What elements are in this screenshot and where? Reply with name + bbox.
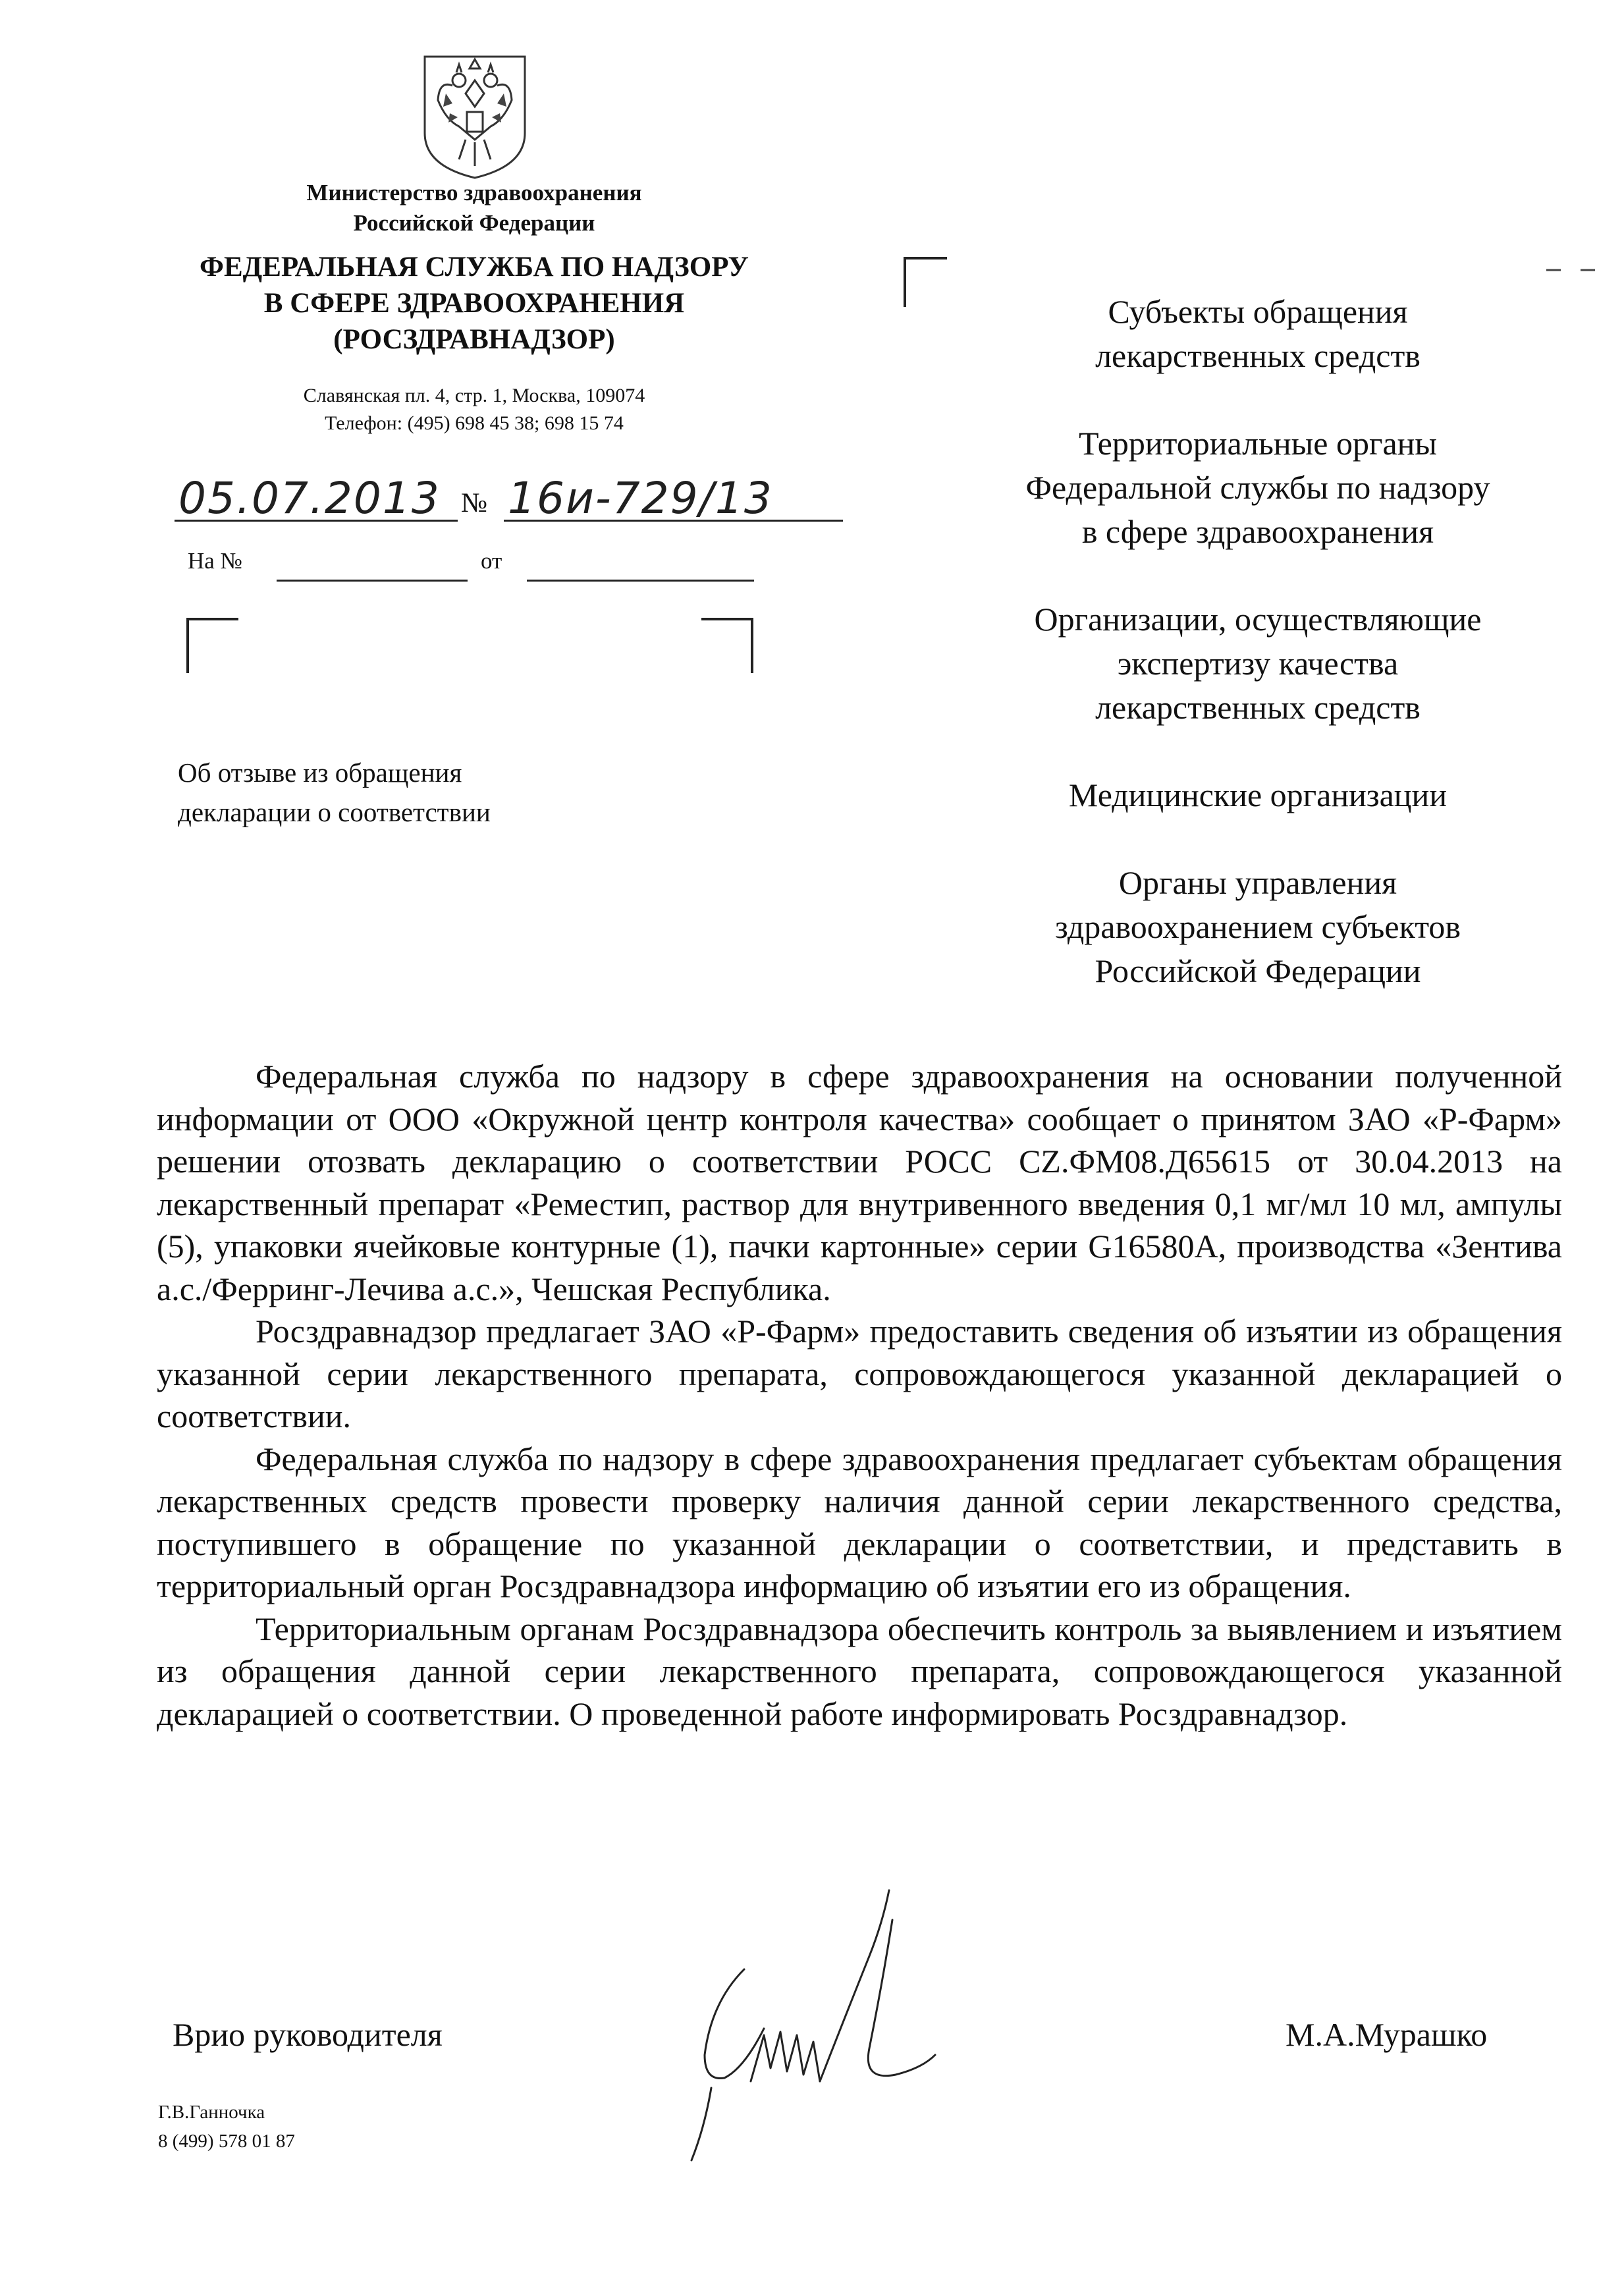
addressee-line: Федеральной службы по надзору — [1025, 469, 1490, 506]
letter-body — [157, 1055, 1562, 1735]
service-line: ФЕДЕРАЛЬНАЯ СЛУЖБА ПО НАДЗОРУ — [200, 252, 749, 283]
addressee-line: Российской Федерации — [1095, 952, 1421, 989]
phone-line: Телефон: (495) 698 45 38; 698 15 74 — [325, 412, 624, 434]
addressee-group — [929, 290, 1587, 378]
addressee-block — [929, 290, 1587, 1037]
corner-bracket-left — [186, 618, 238, 673]
letter-subject — [178, 753, 771, 832]
reply-to-label: На № — [188, 548, 242, 574]
handwritten-signature — [672, 1884, 988, 2167]
body-paragraph: Федеральная служба по надзору в сфере здравоохранения на основании полученной информации от ООО «Окружной центр контроля качества» сообщает о принятом ЗАО «Р-Фарм» решении отозвать декларацию о соответствии РОСС CZ.ФМ08.Д65615 от 30.04.2013 на лекарственный препарат «Реместип, раствор для внутривенного введения 0,1 мг/мл 10 мл, ампулы (5), упаковки ячейковые контурные (1), пачки картонные» серии G16580A, производства «Зентива а.с./Ферринг-Лечива а.с.», Чешская Республика. — [157, 1058, 1562, 1307]
executor-phone: 8 (499) 578 01 87 — [158, 2131, 295, 2152]
subject-line: Об отзыве из обращения — [178, 757, 462, 788]
addressee-line: Территориальные органы — [1078, 425, 1438, 462]
addressee-line: лекарственных средств — [1095, 337, 1421, 374]
number-sign: № — [461, 488, 488, 518]
corner-bracket-right — [701, 618, 753, 673]
registration-date-value: 05.07.2013 — [178, 473, 441, 524]
address-line: Славянская пл. 4, стр. 1, Москва, 109074 — [303, 385, 645, 406]
addressee-group — [929, 597, 1587, 730]
signatory-name: М.А.Мурашко — [1286, 2016, 1488, 2053]
addressee-line: Субъекты обращения — [1108, 293, 1408, 330]
addressee-group — [929, 422, 1587, 554]
ministry-line: Министерство здравоохранения — [306, 180, 642, 205]
addressee-group — [929, 773, 1587, 817]
addressee-line: Органы управления — [1118, 864, 1397, 901]
service-line: В СФЕРЕ ЗДРАВООХРАНЕНИЯ — [263, 288, 685, 319]
body-paragraph: Территориальным органам Росздравнадзора обеспечить контроль за выявлением и изъятием из обращения данной серии лекарственного препарата, сопровождающегося указанной декларацией о соответствии. О проведенной работе информировать Росздравнадзор. — [157, 1610, 1562, 1732]
body-paragraph: Федеральная служба по надзору в сфере здравоохранения предлагает субъектам обращения лекарственных средств провести проверку наличия данной серии лекарственного средства, поступившего в обращение по указанной декларации о соответствии, и представить в территориальный орган Росздравнадзора информацию об изъятии его из обращения. — [157, 1440, 1562, 1604]
reply-from-label: от — [481, 548, 502, 574]
addressee-group — [929, 861, 1587, 993]
service-name — [138, 249, 810, 358]
addressee-line: экспертизу качества — [1117, 645, 1399, 682]
addressee-line: Медицинские организации — [1068, 777, 1448, 813]
reply-to-line — [277, 580, 468, 582]
signatory-title: Врио руководителя — [173, 2016, 443, 2053]
body-paragraph: Росздравнадзор предлагает ЗАО «Р-Фарм» предоставить сведения об изъятии из обращения указанной серии лекарственного препарата, сопровождающегося указанной декларацией о соответствии. — [157, 1313, 1562, 1434]
addressee-line: Организации, осуществляющие — [1034, 601, 1482, 638]
executor-name: Г.В.Ганночка — [158, 2102, 265, 2123]
registration-number — [504, 473, 843, 527]
service-line: (РОСЗДРАВНАДЗОР) — [333, 324, 615, 355]
margin-mark — [1546, 267, 1599, 273]
executor-info — [158, 2098, 295, 2156]
reply-from-line — [527, 580, 754, 582]
addressee-line: лекарственных средств — [1095, 689, 1421, 726]
registration-number-value: 16и-729/13 — [508, 473, 773, 524]
subject-line: декларации о соответствии — [178, 797, 491, 827]
ministry-line: Российской Федерации — [353, 210, 595, 236]
addressee-line: здравоохранением субъектов — [1054, 908, 1461, 945]
coat-of-arms-icon — [420, 54, 530, 180]
registration-date — [175, 473, 458, 527]
ministry-name — [198, 178, 751, 238]
service-address — [198, 382, 751, 437]
addressee-line: в сфере здравоохранения — [1081, 513, 1434, 550]
